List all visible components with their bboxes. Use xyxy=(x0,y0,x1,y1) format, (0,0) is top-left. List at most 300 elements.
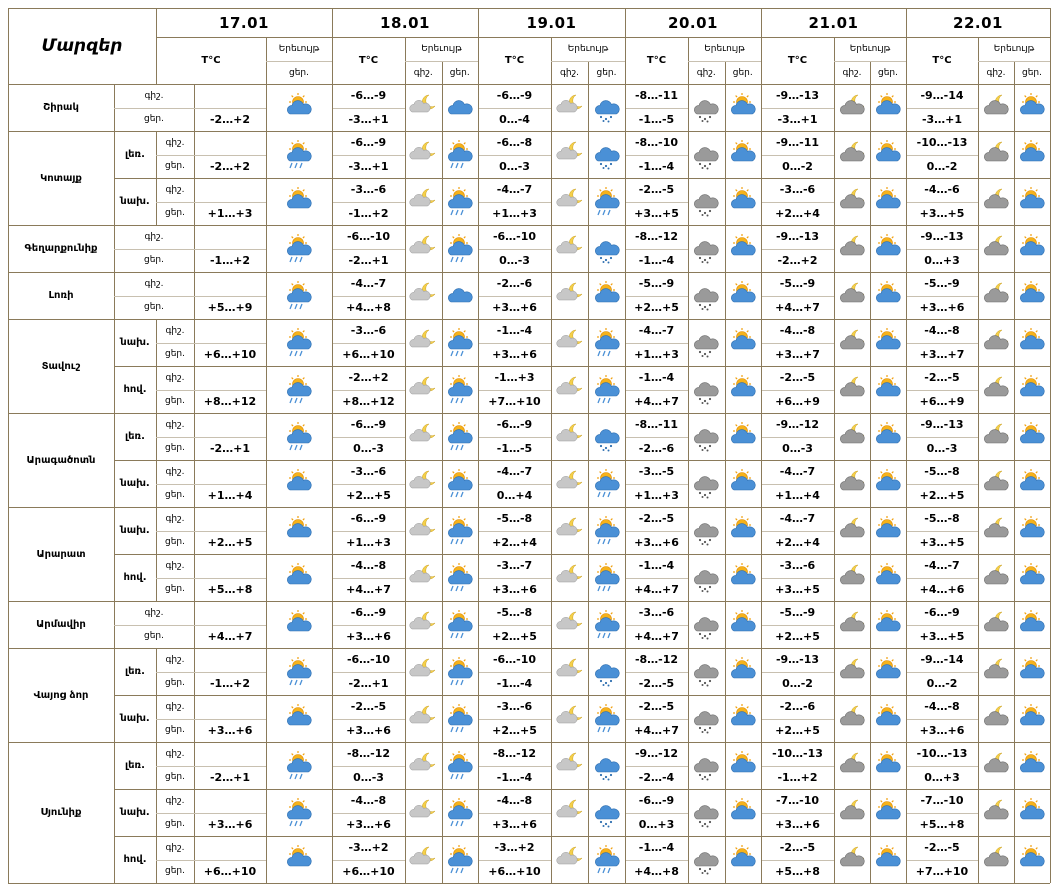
day-label: ցեր. xyxy=(165,490,185,501)
grid-line xyxy=(442,601,443,648)
sun-cloud-day-icon xyxy=(725,413,762,460)
grid-line xyxy=(588,554,589,601)
grid-line xyxy=(332,531,405,532)
grid-line xyxy=(625,766,688,767)
day-temp: -1…-5 xyxy=(496,441,533,455)
day-temp: +5…+8 xyxy=(775,864,820,878)
grid-line xyxy=(870,648,871,695)
grid-line xyxy=(870,695,871,742)
night-label: գիշ. xyxy=(165,795,185,806)
gray-snow-cloud-icon xyxy=(688,742,725,789)
grid-line xyxy=(332,249,405,250)
day-temp: +3…+5 xyxy=(919,535,965,549)
night-temp: -2…-6 xyxy=(496,277,533,291)
moon-gray-cloud-icon xyxy=(978,366,1014,413)
sun-cloud-day-icon xyxy=(725,131,762,178)
grid-line xyxy=(266,648,267,695)
grid-line xyxy=(761,84,762,131)
grid-line xyxy=(478,413,479,460)
grid-line xyxy=(588,272,589,319)
day-temp: +6…+10 xyxy=(342,864,395,878)
day-temp: -2…+1 xyxy=(209,770,251,784)
grid-line xyxy=(761,272,762,319)
gray-snow-cloud-icon xyxy=(688,413,725,460)
grid-line xyxy=(761,531,834,532)
sun-cloud-rain-icon xyxy=(442,742,479,789)
grid-line xyxy=(478,742,479,789)
date-header: 19.01 xyxy=(526,13,577,32)
grid-line xyxy=(405,648,406,695)
snow-cloud-icon xyxy=(588,84,625,131)
date-header: 17.01 xyxy=(219,13,269,32)
sun-cloud-day-icon xyxy=(1014,836,1050,883)
night-label: գիշ. xyxy=(144,231,164,242)
day-label: ցեր. xyxy=(144,114,164,125)
sun-cloud-day-icon xyxy=(725,601,762,648)
sun-cloud-day-icon xyxy=(1014,648,1050,695)
subregion-label: նախ. xyxy=(120,337,150,348)
moon-gray-cloud-icon xyxy=(978,272,1014,319)
night-temp: -6…-9 xyxy=(496,89,533,103)
day-label: ցեր. xyxy=(144,631,164,642)
grid-line xyxy=(625,648,626,695)
night-temp: -4…-7 xyxy=(779,465,816,479)
grid-line xyxy=(405,460,406,507)
day-label: ցեր. xyxy=(165,866,185,877)
sun-cloud-day-icon xyxy=(725,319,762,366)
night-temp: -2…-5 xyxy=(638,512,675,526)
day-temp: 0…+3 xyxy=(924,770,960,784)
sun-cloud-day-icon xyxy=(1014,695,1050,742)
sun-cloud-rain-icon xyxy=(442,836,479,883)
grid-line xyxy=(834,507,835,554)
sun-cloud-rain-icon xyxy=(588,366,625,413)
snow-cloud-icon xyxy=(588,413,625,460)
night-temp: -5…-9 xyxy=(924,277,960,291)
grid-line xyxy=(551,695,552,742)
grid-line xyxy=(332,460,333,507)
moon-gray-cloud-icon xyxy=(834,648,870,695)
grid-line xyxy=(442,554,443,601)
moon-gray-cloud-icon xyxy=(978,178,1014,225)
grid-line xyxy=(588,131,589,178)
day-temp: -2…-6 xyxy=(638,441,675,455)
day-temp: +2…+4 xyxy=(492,535,537,549)
night-temp: -2…-6 xyxy=(779,700,816,714)
day-label: ցեր. xyxy=(165,725,185,736)
grid-line xyxy=(725,178,726,225)
snow-cloud-icon xyxy=(588,225,625,272)
day-temp: +3…+5 xyxy=(919,206,965,220)
day-temp: 0…+4 xyxy=(496,488,533,502)
grid-line xyxy=(625,343,688,344)
subregion-label: նախ. xyxy=(120,713,150,724)
grid-line xyxy=(8,8,1050,9)
day-temp: 0…-3 xyxy=(499,253,530,267)
grid-line xyxy=(442,131,443,178)
moon-cloud-icon xyxy=(405,84,442,131)
night-temp: -9…-14 xyxy=(920,89,964,103)
grid-line xyxy=(405,131,406,178)
day-temp: +3…+7 xyxy=(775,347,820,361)
grid-line xyxy=(332,413,333,460)
grid-line xyxy=(551,84,552,131)
grid-line xyxy=(156,437,194,438)
sun-cloud-day-icon xyxy=(1014,178,1050,225)
day-temp: -1…+2 xyxy=(777,770,818,784)
grid-line xyxy=(266,507,267,554)
grid-line xyxy=(906,108,978,109)
sun-cloud-day-icon xyxy=(725,789,762,836)
sun-cloud-day-icon xyxy=(266,460,332,507)
subregion-label: լեռ. xyxy=(125,149,145,160)
sun-cloud-rain-icon xyxy=(266,789,332,836)
grid-line xyxy=(478,390,551,391)
night-subheader: գիշ. xyxy=(696,67,716,78)
grid-line xyxy=(978,61,1050,62)
moon-cloud-icon xyxy=(405,648,442,695)
night-temp: -4…-8 xyxy=(496,794,533,808)
night-label: գիշ. xyxy=(165,748,185,759)
day-temp: +4…+7 xyxy=(634,582,679,596)
grid-line xyxy=(906,319,907,366)
night-temp: -2…-5 xyxy=(779,371,816,385)
grid-line xyxy=(761,484,834,485)
grid-line xyxy=(625,8,626,84)
grid-line xyxy=(332,672,405,673)
moon-cloud-icon xyxy=(551,413,588,460)
grid-line xyxy=(266,460,267,507)
grid-line xyxy=(442,460,443,507)
day-subheader: ցեր. xyxy=(1022,67,1042,78)
grid-line xyxy=(1014,61,1015,84)
grid-line xyxy=(906,202,978,203)
sun-cloud-rain-icon xyxy=(266,413,332,460)
night-label: գիշ. xyxy=(165,842,185,853)
grid-line xyxy=(625,178,626,225)
grid-line xyxy=(761,413,762,460)
night-temp: -7…-10 xyxy=(920,794,964,808)
sun-cloud-day-icon xyxy=(725,272,762,319)
subregion-label: լեռ. xyxy=(125,431,145,442)
grid-line xyxy=(332,719,405,720)
sun-cloud-day-icon xyxy=(725,178,762,225)
moon-cloud-icon xyxy=(405,695,442,742)
night-temp: -3…-6 xyxy=(779,183,816,197)
grid-line xyxy=(156,578,194,579)
grid-line xyxy=(266,413,267,460)
grid-line xyxy=(588,84,589,131)
grid-line xyxy=(266,61,332,62)
grid-line xyxy=(725,742,726,789)
grid-line xyxy=(870,61,871,84)
grid-line xyxy=(688,460,689,507)
sun-cloud-day-icon xyxy=(870,554,906,601)
moon-gray-cloud-icon xyxy=(978,131,1014,178)
grid-line xyxy=(906,813,978,814)
grid-line xyxy=(625,296,688,297)
grid-line xyxy=(625,789,626,836)
night-temp: -6…-10 xyxy=(346,230,391,244)
night-label: գիշ. xyxy=(165,701,185,712)
sun-cloud-day-icon xyxy=(1014,601,1050,648)
grid-line xyxy=(588,460,589,507)
grid-line xyxy=(906,836,907,883)
snow-cloud-icon xyxy=(588,742,625,789)
grid-line xyxy=(625,672,688,673)
grid-line xyxy=(906,789,907,836)
moon-cloud-icon xyxy=(551,178,588,225)
night-temp: -6…-8 xyxy=(496,136,533,150)
grid-line xyxy=(478,343,551,344)
grid-line xyxy=(332,225,333,272)
night-temp: -9…-13 xyxy=(920,230,964,244)
sun-cloud-rain-icon xyxy=(266,648,332,695)
moon-gray-cloud-icon xyxy=(834,319,870,366)
moon-gray-cloud-icon xyxy=(978,84,1014,131)
grid-line xyxy=(156,813,194,814)
grid-line xyxy=(870,366,871,413)
grid-line xyxy=(478,719,551,720)
temp-header: T°C xyxy=(646,55,667,66)
day-temp: 0…-3 xyxy=(353,441,384,455)
grid-line xyxy=(8,84,1050,85)
sun-cloud-day-icon xyxy=(1014,225,1050,272)
grid-line xyxy=(478,625,551,626)
grid-line xyxy=(870,413,871,460)
night-label: գիշ. xyxy=(165,184,185,195)
grid-line xyxy=(688,178,689,225)
sun-cloud-day-icon xyxy=(870,413,906,460)
grid-line xyxy=(332,84,333,131)
grid-line xyxy=(588,225,589,272)
night-temp: -2…-5 xyxy=(638,183,675,197)
grid-line xyxy=(1014,319,1015,366)
grid-line xyxy=(688,84,689,131)
gray-snow-cloud-icon xyxy=(688,225,725,272)
sun-cloud-day-icon xyxy=(266,84,332,131)
sun-cloud-rain-icon xyxy=(266,366,332,413)
night-temp: -4…-8 xyxy=(924,700,960,714)
region-name: Կոտայք xyxy=(40,172,82,184)
grid-line xyxy=(834,84,835,131)
grid-line xyxy=(761,390,834,391)
grid-line xyxy=(332,625,405,626)
night-label: գիշ. xyxy=(144,90,164,101)
sun-cloud-rain-icon xyxy=(442,413,479,460)
day-temp: +3…+6 xyxy=(919,723,965,737)
grid-line xyxy=(906,484,978,485)
grid-line xyxy=(156,343,194,344)
day-temp: -1…+2 xyxy=(209,676,251,690)
night-temp: -3…-6 xyxy=(496,700,533,714)
subregion-label: նախ. xyxy=(120,807,150,818)
grid-line xyxy=(551,413,552,460)
night-temp: -4…-7 xyxy=(350,277,387,291)
grid-line xyxy=(625,249,688,250)
day-temp: -2…+2 xyxy=(209,112,251,126)
night-label: գիշ. xyxy=(165,419,185,430)
grid-line xyxy=(906,460,907,507)
grid-line xyxy=(906,695,907,742)
grid-line xyxy=(442,272,443,319)
day-temp: +3…+6 xyxy=(919,300,965,314)
grid-line xyxy=(194,437,266,438)
day-temp: +3…+6 xyxy=(492,582,537,596)
grid-line xyxy=(834,601,835,648)
moon-cloud-icon xyxy=(405,742,442,789)
grid-line xyxy=(906,766,978,767)
date-header: 18.01 xyxy=(380,13,430,32)
grid-line xyxy=(442,789,443,836)
grid-line xyxy=(478,108,551,109)
grid-line xyxy=(761,249,834,250)
grid-line xyxy=(725,84,726,131)
grid-line xyxy=(194,766,266,767)
day-subheader: ցեր. xyxy=(596,67,617,78)
grid-line xyxy=(978,131,979,178)
grid-line xyxy=(478,249,551,250)
night-temp: -3…-6 xyxy=(350,183,387,197)
grid-line xyxy=(725,225,726,272)
day-temp: -1…+2 xyxy=(209,253,251,267)
grid-line xyxy=(906,155,978,156)
grid-line xyxy=(156,484,194,485)
day-temp: 0…-3 xyxy=(926,441,958,455)
night-temp: -6…-9 xyxy=(496,418,533,432)
sun-cloud-rain-icon xyxy=(442,319,479,366)
grid-line xyxy=(551,178,552,225)
grid-line xyxy=(625,319,626,366)
grid-line xyxy=(761,578,834,579)
sun-cloud-day-icon xyxy=(1014,319,1050,366)
date-header: 20.01 xyxy=(668,13,718,32)
grid-line xyxy=(266,742,267,789)
day-temp: +6…+10 xyxy=(203,864,257,878)
moon-cloud-icon xyxy=(551,601,588,648)
grid-line xyxy=(194,719,266,720)
grid-line xyxy=(625,131,626,178)
day-temp: +3…+7 xyxy=(919,347,965,361)
night-temp: -1…-4 xyxy=(638,841,675,855)
grid-line xyxy=(625,155,688,156)
day-temp: +4…+6 xyxy=(919,582,965,596)
sun-cloud-day-icon xyxy=(266,507,332,554)
grid-line xyxy=(442,366,443,413)
day-temp: -2…+2 xyxy=(777,253,818,267)
night-temp: -5…-8 xyxy=(924,512,960,526)
day-temp: +5…+8 xyxy=(207,582,253,596)
moon-gray-cloud-icon xyxy=(978,648,1014,695)
grid-line xyxy=(834,225,835,272)
day-temp: +2…+5 xyxy=(492,723,537,737)
night-subheader: գիշ. xyxy=(986,67,1006,78)
day-temp: +1…+4 xyxy=(207,488,253,502)
grid-line xyxy=(761,836,762,883)
sun-cloud-rain-icon xyxy=(588,601,625,648)
subregion-label: նախ. xyxy=(120,196,150,207)
grid-line xyxy=(761,766,834,767)
day-temp: +6…+9 xyxy=(775,394,820,408)
night-label: գիշ. xyxy=(165,466,185,477)
day-temp: +8…+12 xyxy=(342,394,395,408)
moon-gray-cloud-icon xyxy=(834,84,870,131)
day-temp: +2…+5 xyxy=(775,629,820,643)
grid-line xyxy=(1014,131,1015,178)
grid-line xyxy=(332,813,405,814)
day-temp: +2…+5 xyxy=(775,723,820,737)
grid-line xyxy=(588,789,589,836)
moon-gray-cloud-icon xyxy=(834,178,870,225)
day-temp: 0…-4 xyxy=(499,112,530,126)
day-temp: +4…+8 xyxy=(634,864,679,878)
night-temp: -3…+2 xyxy=(494,841,535,855)
grid-line xyxy=(442,742,443,789)
sun-cloud-rain-icon xyxy=(588,695,625,742)
grid-line xyxy=(870,742,871,789)
grid-line xyxy=(906,860,978,861)
night-temp: -8…-11 xyxy=(634,89,679,103)
night-temp: -8…-12 xyxy=(346,747,391,761)
grid-line xyxy=(405,742,406,789)
grid-line xyxy=(761,554,762,601)
day-temp: +1…+3 xyxy=(492,206,537,220)
day-temp: -3…+1 xyxy=(348,112,389,126)
grid-line xyxy=(551,272,552,319)
day-temp: +7…+10 xyxy=(488,394,541,408)
night-label: գիշ. xyxy=(165,325,185,336)
grid-line xyxy=(442,695,443,742)
moon-cloud-icon xyxy=(551,319,588,366)
sun-cloud-day-icon xyxy=(870,789,906,836)
grid-line xyxy=(405,601,406,648)
day-temp: +4…+7 xyxy=(634,394,679,408)
grid-line xyxy=(156,860,194,861)
grid-line xyxy=(870,601,871,648)
sun-cloud-rain-icon xyxy=(442,178,479,225)
grid-line xyxy=(588,319,589,366)
grid-line xyxy=(906,8,907,84)
grid-line xyxy=(156,202,194,203)
grid-line xyxy=(906,531,978,532)
grid-line xyxy=(906,343,978,344)
grid-line xyxy=(588,695,589,742)
grid-line xyxy=(625,390,688,391)
day-temp: -2…-5 xyxy=(638,676,675,690)
grid-line xyxy=(551,648,552,695)
night-temp: -6…-10 xyxy=(346,653,391,667)
moon-gray-cloud-icon xyxy=(978,413,1014,460)
grid-line xyxy=(906,554,907,601)
grid-line xyxy=(266,131,267,178)
grid-line xyxy=(978,601,979,648)
grid-line xyxy=(194,343,266,344)
sun-cloud-day-icon xyxy=(1014,554,1050,601)
moon-gray-cloud-icon xyxy=(978,554,1014,601)
grid-line xyxy=(625,531,688,532)
day-temp: +2…+5 xyxy=(492,629,537,643)
grid-line xyxy=(156,766,194,767)
gray-snow-cloud-icon xyxy=(688,507,725,554)
day-temp: +3…+6 xyxy=(207,723,253,737)
grid-line xyxy=(688,836,689,883)
subregion-label: հով. xyxy=(123,384,147,395)
grid-line xyxy=(834,836,835,883)
night-temp: -2…-5 xyxy=(779,841,816,855)
night-temp: -8…-12 xyxy=(634,230,679,244)
grid-line xyxy=(761,108,834,109)
grid-line xyxy=(194,484,266,485)
